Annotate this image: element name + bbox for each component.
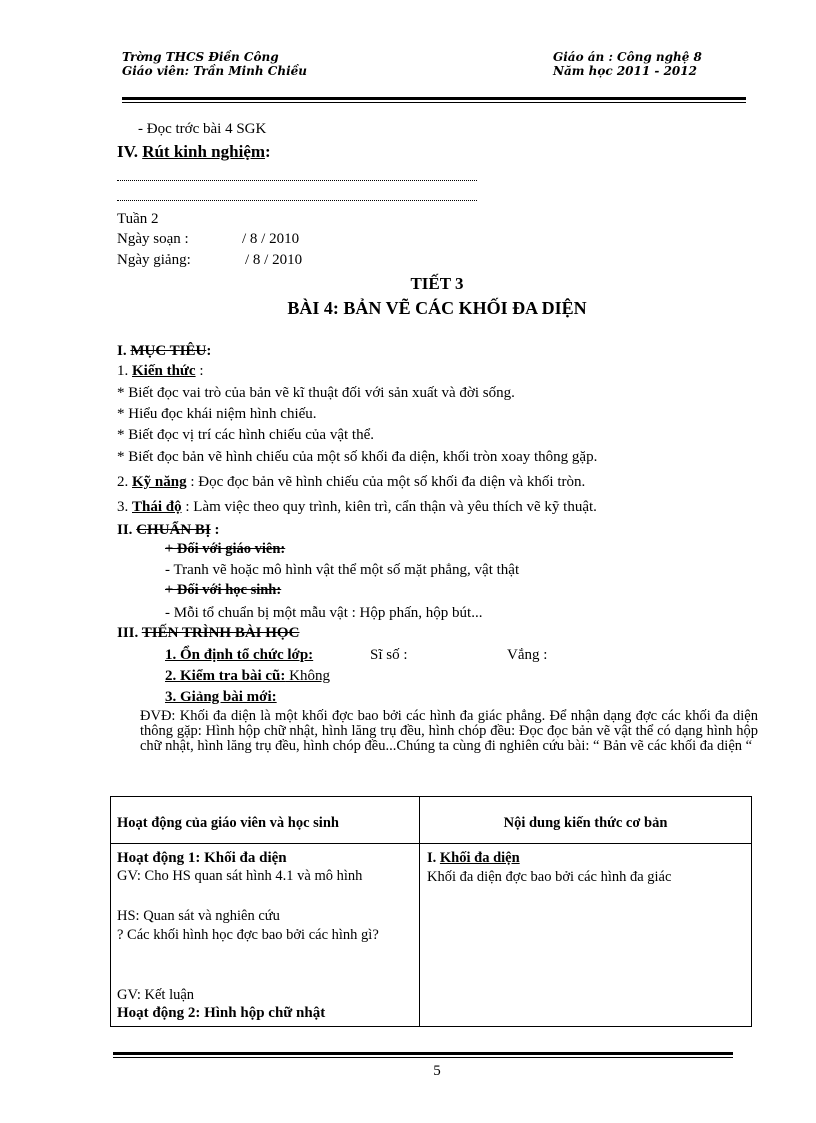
prep-num: II.	[117, 522, 137, 538]
footer-rule-thin	[113, 1057, 733, 1058]
teach-date-value: / 8 / 2010	[245, 252, 303, 268]
objectives-title: MỤC TIÊU	[130, 343, 207, 359]
objectives-colon: :	[206, 343, 212, 359]
section-iv-title: Rút kinh nghiệm	[142, 142, 266, 161]
page-number: 5	[433, 1063, 441, 1079]
section-iv-colon: :	[265, 142, 271, 161]
content-heading-num: I.	[427, 850, 440, 866]
prep-student-item: - Mỗi tổ chuẩn bị một mẫu vật : Hộp phấn, hộp bút...	[165, 605, 483, 621]
header-year: Năm học 2011 - 2012	[553, 64, 697, 78]
activity-1-conclusion: GV: Kết luận	[117, 987, 195, 1003]
footer-rule-thick	[113, 1052, 733, 1055]
activity-1-gv: GV: Cho HS quan sát hình 4.1 và mô hình	[117, 868, 363, 884]
objectives-heading	[117, 342, 211, 360]
header-school: Trờng THCS Điền Công	[122, 50, 279, 64]
header-subject: Giáo án : Công nghệ 8	[553, 50, 702, 64]
step-2: 2. Kiểm tra bài cũ:	[165, 668, 286, 684]
step-1-absent: Vắng :	[507, 647, 548, 663]
lesson-title: BÀI 4: BẢN VẼ CÁC KHỐI ĐA DIỆN	[287, 298, 587, 318]
knowledge-colon: :	[195, 363, 204, 379]
skill-line	[117, 473, 585, 491]
attitude-num: 3.	[117, 499, 132, 515]
step-3: 3. Giảng bài mới:	[165, 689, 277, 705]
content-text: Khối đa diện đợc bao bởi các hình đa giác	[427, 869, 672, 885]
activity-2-title: Hoạt động 2: Hình hộp chữ nhật	[117, 1005, 326, 1021]
attitude-title: Thái độ	[132, 499, 182, 515]
prep-title: CHUẨN BỊ	[136, 522, 211, 538]
knowledge-heading	[117, 362, 204, 380]
read-instruction: - Đọc trớc bài 4 SGK	[138, 121, 267, 137]
activity-table	[110, 796, 752, 1027]
dotted-line-2	[117, 200, 477, 201]
skill-num: 2.	[117, 474, 132, 490]
dotted-line-1	[117, 180, 477, 181]
process-title: TIẾN TRÌNH BÀI HỌC	[141, 625, 300, 641]
week-label: Tuần 2	[117, 211, 159, 227]
objective-item-4: * Biết đọc bản vẽ hình chiếu của một số khối đa diện, khối tròn xoay thông gặp.	[117, 449, 598, 465]
content-heading-title: Khối đa diện	[439, 850, 520, 866]
knowledge-title: Kiến thức	[132, 363, 196, 379]
objective-item-2: * Hiểu đọc khái niệm hình chiếu.	[117, 406, 317, 422]
section-iv-num: IV.	[117, 142, 143, 161]
activity-1-title: Hoạt động 1: Khối đa diện	[117, 850, 287, 866]
process-heading	[117, 624, 299, 642]
prep-teacher-item: - Tranh vẽ hoặc mô hình vật thể một số mặt phẳng, vật thật	[165, 562, 520, 578]
header-rule-thin	[122, 102, 746, 103]
header-rule-thick	[122, 97, 746, 100]
intro-paragraph: ĐVĐ: Khối đa diện là một khối đợc bao bởi các hình đa giác phẳng. Để nhận dạng đợc các khối đa diện thông gặp: Hình hộp chữ nhật, hình lăng trụ đều, hình chóp đều: Đọc đọc bản vẽ vật thể có dạng hình hộp chữ nhật, hình lăng trụ đều, hình chóp đều...Chúng ta cùng đi nghiên cứu bài: “ Bản vẽ các khối đa diện “	[140, 708, 758, 754]
objective-item-1: * Biết đọc vai trò của bản vẽ kĩ thuật đối với sản xuất và đời sống.	[117, 385, 515, 401]
activity-1-question: ? Các khối hình học đợc bao bởi các hình gì?	[117, 927, 379, 943]
step-2-line	[165, 667, 330, 685]
prep-student-label: + Đối với học sinh:	[165, 582, 282, 598]
step-1: 1. Ổn định tổ chức lớp:	[165, 647, 314, 663]
teach-date-label: Ngày giảng:	[117, 252, 191, 268]
step-2-value: Không	[285, 668, 330, 684]
header-teacher: Giáo viên: Trần Minh Chiều	[122, 64, 307, 78]
skill-text: : Đọc đọc bản vẽ hình chiếu của một số khối đa diện và khối tròn.	[186, 474, 586, 490]
table-header-divider	[111, 843, 751, 844]
process-num: III.	[117, 625, 142, 641]
prep-colon: :	[210, 522, 220, 538]
lesson-number: TIẾT 3	[410, 274, 464, 293]
content-heading	[427, 850, 520, 866]
step-1-attendance: Sĩ số :	[370, 647, 408, 663]
activity-1-hs: HS: Quan sát và nghiên cứu	[117, 908, 280, 924]
knowledge-num: 1.	[117, 363, 132, 379]
prep-heading	[117, 521, 220, 539]
skill-title: Kỹ năng	[132, 474, 187, 490]
prep-date-value: / 8 / 2010	[242, 231, 300, 247]
table-column-divider	[419, 797, 420, 1026]
objectives-num: I.	[117, 343, 131, 359]
attitude-text: : Làm việc theo quy trình, kiên trì, cẩn thận và yêu thích vẽ kỹ thuật.	[181, 499, 597, 515]
table-header-col1: Hoạt động của giáo viên và học sinh	[117, 815, 339, 831]
attitude-line	[117, 498, 597, 516]
table-header-col2: Nội dung kiến thức cơ bản	[503, 815, 668, 831]
prep-teacher-label: + Đối với giáo viên:	[165, 541, 286, 557]
objective-item-3: * Biết đọc vị trí các hình chiếu của vật thể.	[117, 427, 374, 443]
section-iv-heading	[117, 142, 271, 162]
prep-date-label: Ngày soạn :	[117, 231, 189, 247]
